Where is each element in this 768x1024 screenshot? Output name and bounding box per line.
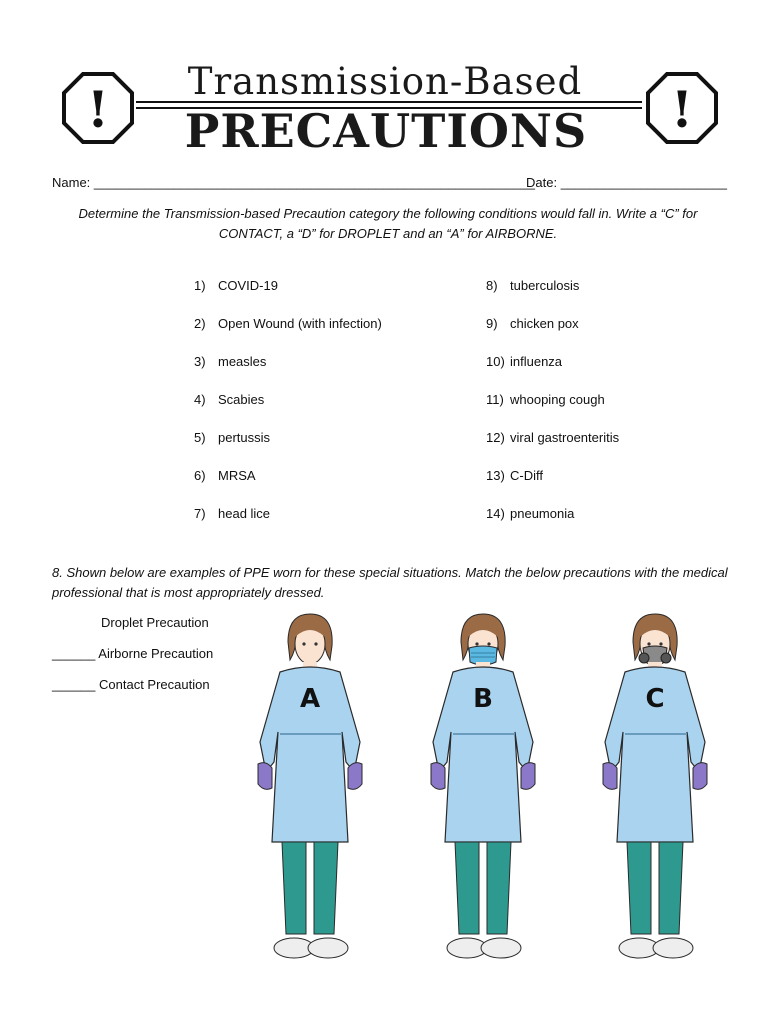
name-label: Name:	[52, 175, 94, 190]
match-contact[interactable]	[52, 677, 210, 692]
question-number[interactable]: 11)	[486, 392, 504, 407]
question-number[interactable]: 14)	[486, 506, 505, 521]
question-number[interactable]: 7)	[194, 506, 206, 521]
question-item	[486, 430, 619, 445]
ppe-figure-b	[427, 612, 539, 968]
question-text: viral gastroenteritis	[510, 430, 620, 445]
question-number[interactable]: 9)	[486, 316, 498, 331]
question-item	[486, 392, 605, 407]
question-item	[486, 278, 579, 293]
date-label: Date:	[526, 175, 561, 190]
title-line-2: PRECAUTIONS	[184, 104, 588, 158]
match-blank[interactable]: ______	[52, 646, 96, 661]
question-text: C-Diff	[510, 468, 543, 483]
date-field[interactable]	[526, 175, 727, 190]
question-number[interactable]: 2)	[194, 316, 206, 331]
question-item	[486, 506, 574, 521]
question-text: COVID-19	[218, 278, 278, 293]
name-field[interactable]	[52, 175, 535, 190]
match-label: Airborne Precaution	[98, 646, 214, 661]
question-number[interactable]: 8)	[486, 278, 498, 293]
question-text: tuberculosis	[510, 278, 580, 293]
question-item	[486, 468, 543, 483]
question-text: Scabies	[218, 392, 265, 407]
question-item	[194, 278, 278, 293]
question-number[interactable]: 3)	[194, 354, 206, 369]
question-item	[486, 354, 562, 369]
question-text: Open Wound (with infection)	[218, 316, 382, 331]
question-8-prompt: 8. Shown below are examples of PPE worn for these special situations. Match the below precautions with the medical professional that is most appropriately dressed.	[52, 565, 728, 600]
question-number[interactable]: 5)	[194, 430, 206, 445]
question-text: measles	[218, 354, 267, 369]
question-text: influenza	[510, 354, 563, 369]
figure-letter-label: C	[645, 684, 665, 714]
ppe-figure-c	[599, 612, 711, 968]
question-text: MRSA	[218, 468, 256, 483]
right-alert-octagon-icon	[646, 72, 718, 144]
question-item	[194, 392, 264, 407]
question-number[interactable]: 10)	[486, 354, 505, 369]
match-airborne[interactable]	[52, 646, 213, 661]
match-droplet[interactable]	[52, 615, 209, 630]
date-blank[interactable]: _______________________	[560, 175, 727, 190]
question-number[interactable]: 12)	[486, 430, 505, 445]
question-item	[194, 316, 382, 331]
name-blank[interactable]: _____________________________________________________________	[93, 175, 535, 190]
question-text: head lice	[218, 506, 271, 521]
question-number[interactable]: 13)	[486, 468, 505, 483]
question-number[interactable]: 1)	[194, 278, 206, 293]
match-label: Droplet Precaution	[101, 615, 209, 630]
question-number[interactable]: 6)	[194, 468, 206, 483]
svg-text:!: !	[671, 80, 693, 139]
figure-letter-label: A	[299, 684, 321, 714]
question-item	[194, 354, 266, 369]
match-label: Contact Precaution	[99, 677, 210, 692]
question-item	[194, 430, 270, 445]
question-text: whooping cough	[510, 392, 605, 407]
figure-letter-label: B	[473, 684, 493, 714]
left-alert-octagon-icon	[62, 72, 134, 144]
question-item	[194, 506, 270, 521]
match-blank[interactable]: ______	[52, 677, 96, 692]
question-number[interactable]: 4)	[194, 392, 206, 407]
question-text: pneumonia	[510, 506, 575, 521]
svg-text:!: !	[87, 80, 109, 139]
ppe-figure-a	[254, 612, 366, 968]
question-item	[194, 468, 256, 483]
title-line-1: Transmission-Based	[187, 60, 583, 103]
question-text: chicken pox	[510, 316, 579, 331]
question-item	[486, 316, 579, 331]
instructions: Determine the Transmission-based Precaution category the following conditions would fall in. Write a “C” for CONTACT, a “D” for DROPLET and an “A” for AIRBORNE.	[78, 206, 698, 241]
question-text: pertussis	[218, 430, 271, 445]
